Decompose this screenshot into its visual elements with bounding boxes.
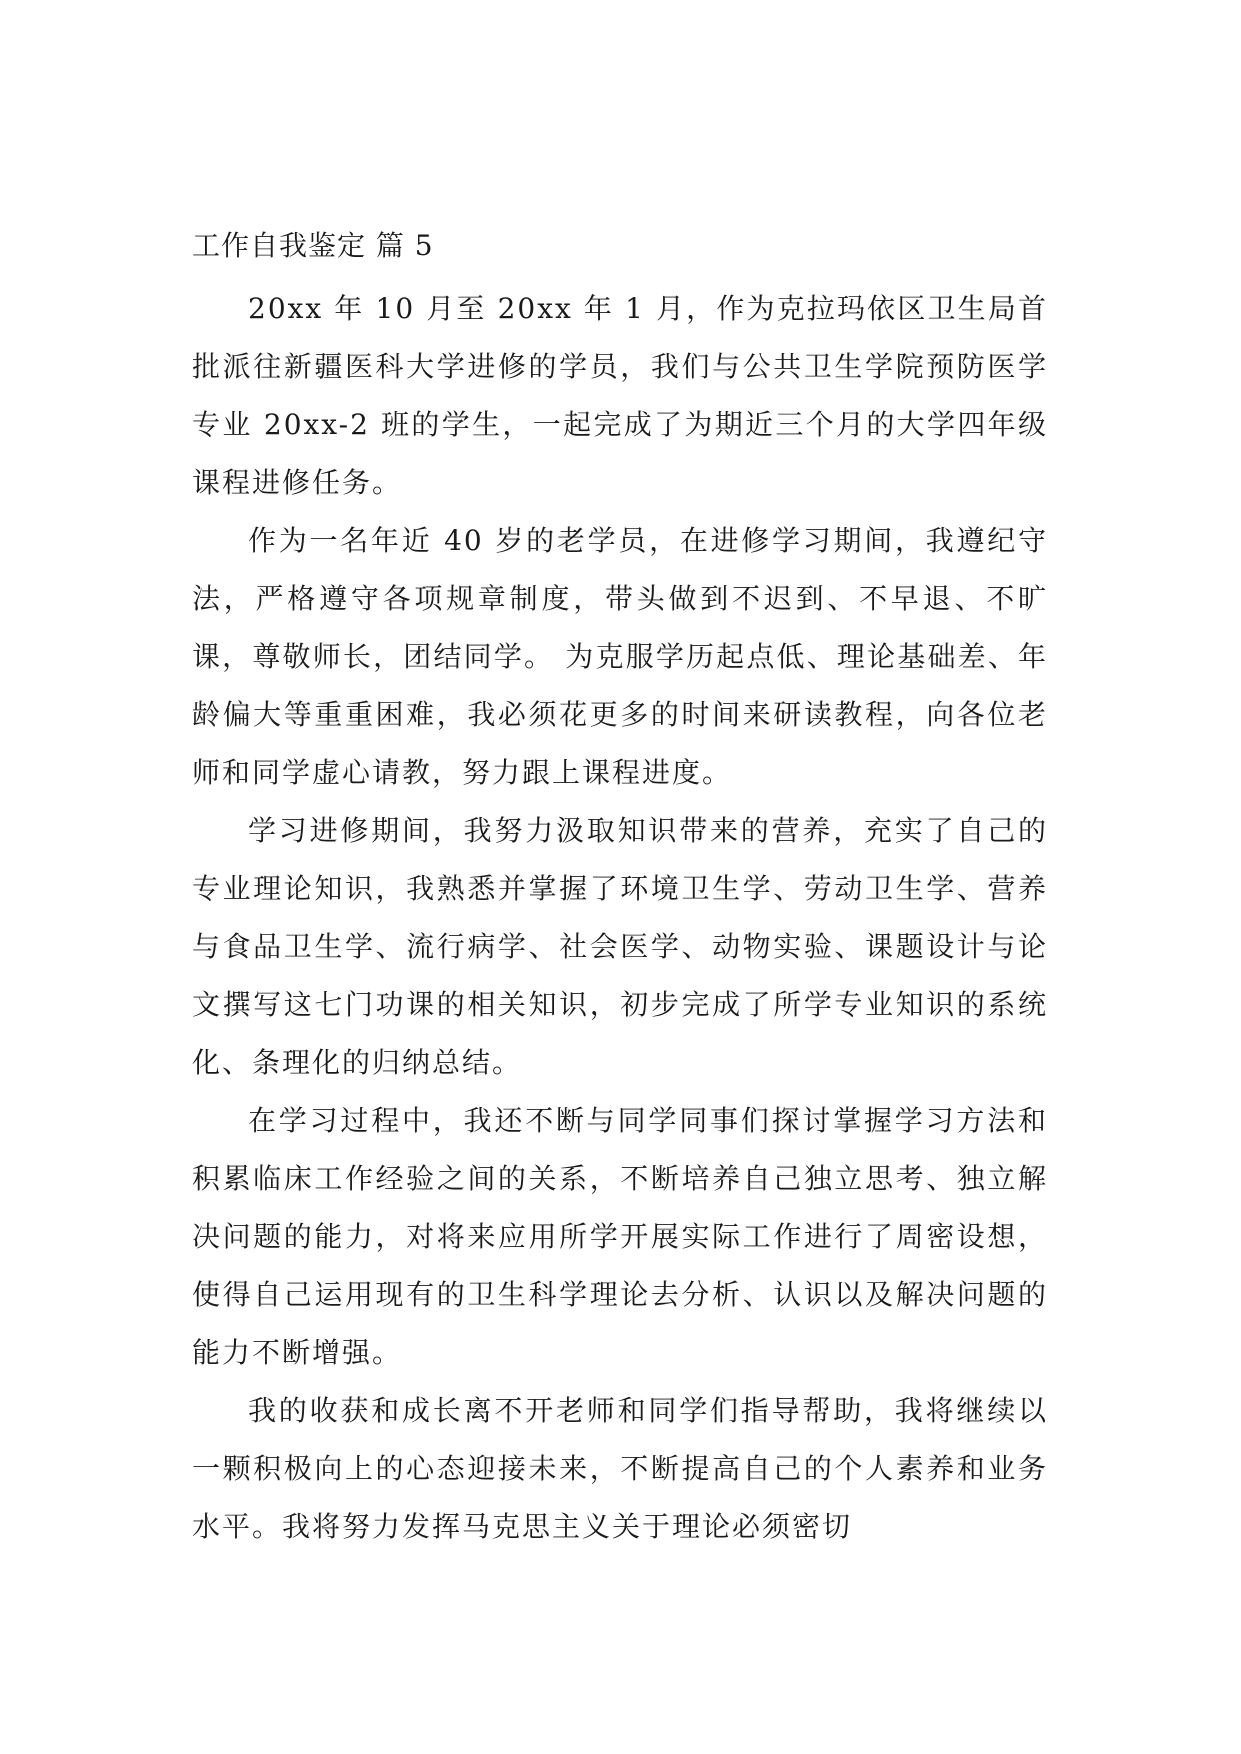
document-title: 工作自我鉴定 篇 5 bbox=[192, 229, 434, 262]
paragraph-5: 我的收获和成长离不开老师和同学们指导帮助，我将继续以一颗积极向上的心态迎接未来，不断提高自己的个人素养和业务水平。我将努力发挥马克思主义关于理论必须密切 bbox=[192, 1394, 1048, 1543]
paragraph-4: 在学习过程中，我还不断与同学同事们探讨掌握学习方法和积累临床工作经验之间的关系，不断培养自己独立思考、独立解决问题的能力，对将来应用所学开展实际工作进行了周密设想，使得自己运用现有的卫生科学理论去分析、认识以及解决问题的能力不断增强。 bbox=[192, 1104, 1048, 1369]
paragraph-2: 作为一名年近 40 岁的老学员，在进修学习期间，我遵纪守法，严格遵守各项规章制度，带头做到不迟到、不早退、不旷课，尊敬师长，团结同学。 为克服学历起点低、理论基础差、年龄偏大等重重困难，我必须花更多的时间来研读教程，向各位老师和同学虚心请教，努力跟上课程进度。 bbox=[192, 524, 1048, 789]
document-body bbox=[192, 280, 1048, 1556]
paragraph-1: 20xx 年 10 月至 20xx 年 1 月，作为克拉玛依区卫生局首批派往新疆医科大学进修的学员，我们与公共卫生学院预防医学专业 20xx-2 班的学生，一起完成了为期近三个月的大学四年级课程进修任务。 bbox=[192, 292, 1048, 499]
paragraph-3: 学习进修期间，我努力汲取知识带来的营养，充实了自己的专业理论知识，我熟悉并掌握了环境卫生学、劳动卫生学、营养与食品卫生学、流行病学、社会医学、动物实验、课题设计与论文撰写这七门功课的相关知识，初步完成了所学专业知识的系统化、条理化的归纳总结。 bbox=[192, 814, 1048, 1079]
